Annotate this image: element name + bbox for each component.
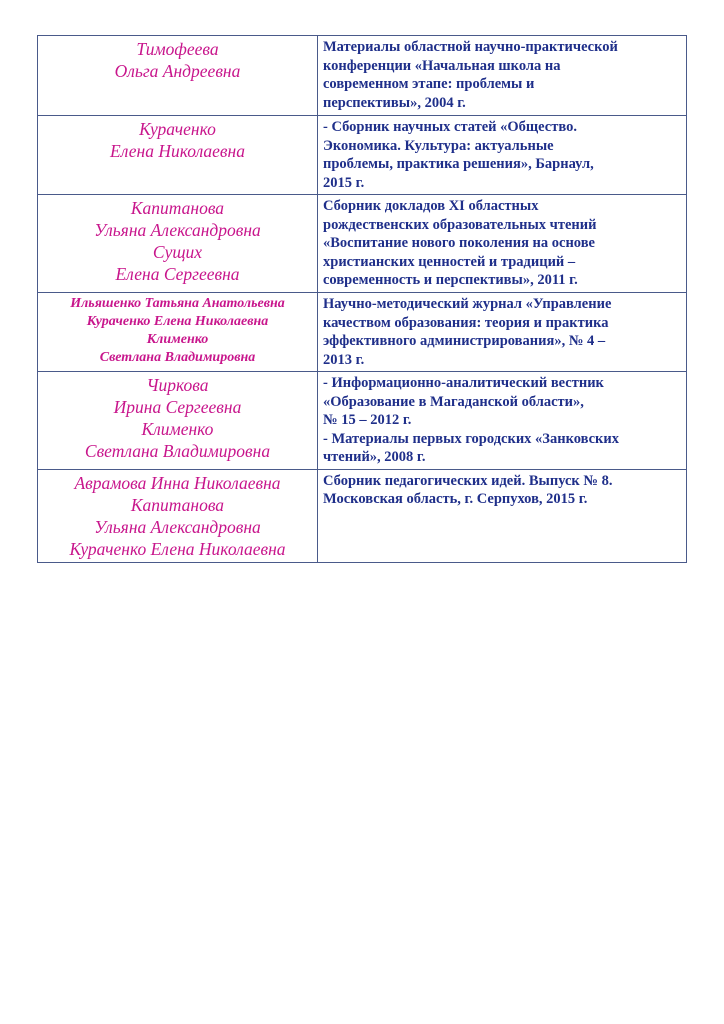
authors-cell bbox=[38, 372, 318, 470]
authors-cell bbox=[38, 469, 318, 562]
publication-line: - Материалы первых городских «Занковских bbox=[323, 430, 620, 447]
author-name: Елена Николаевна bbox=[110, 141, 245, 161]
publication-line: «Воспитание нового поколения на основе bbox=[323, 235, 595, 251]
publication-line: современном этапе: проблемы и bbox=[323, 76, 535, 92]
publication-cell bbox=[318, 116, 687, 195]
author-name: Ульяна Александровна bbox=[94, 220, 261, 240]
publication-line: Сборник педагогических идей. Выпуск № 8. bbox=[323, 472, 613, 489]
publication-line: современность и перспективы», 2011 г. bbox=[323, 272, 578, 288]
publication-line: «Образование в Магаданской области», bbox=[323, 393, 584, 410]
author-name: Кураченко Елена Николаевна bbox=[69, 538, 286, 559]
publication-line: эффективного администрирования», № 4 – bbox=[323, 333, 606, 349]
author-name: Клименко bbox=[141, 419, 214, 439]
author-name: Кураченко Елена Николаевна bbox=[86, 314, 269, 329]
author-name: Капитанова bbox=[130, 494, 225, 515]
table-row bbox=[38, 36, 687, 116]
author-name: Сущих bbox=[152, 242, 203, 262]
publication-line: Сборник докладов XI областных bbox=[323, 198, 539, 214]
publication-line: рождественских образовательных чтений bbox=[323, 216, 597, 233]
author-name: Аврамова Инна Николаевна bbox=[74, 472, 281, 493]
publication-line: 2013 г. bbox=[323, 351, 365, 368]
table-row bbox=[38, 372, 687, 470]
author-name: Кураченко bbox=[139, 119, 216, 139]
publication-line: Материалы областной научно-практической bbox=[323, 39, 618, 55]
publication-line: перспективы», 2004 г. bbox=[323, 94, 466, 111]
publication-cell bbox=[318, 372, 687, 470]
publication-cell bbox=[318, 36, 687, 116]
publication-cell bbox=[318, 293, 687, 372]
publication-line: конференции «Начальная школа на bbox=[323, 57, 561, 74]
author-name: Елена Сергеевна bbox=[115, 264, 240, 284]
table-row bbox=[38, 116, 687, 195]
publication-cell bbox=[318, 195, 687, 293]
author-name: Тимофеева bbox=[136, 39, 219, 59]
table-row bbox=[38, 195, 687, 293]
publication-line: качеством образования: теория и практика bbox=[323, 314, 609, 331]
publication-line: - Сборник научных статей «Общество. bbox=[323, 119, 577, 135]
publication-line: Экономика. Культура: актуальные bbox=[323, 137, 554, 154]
authors-cell bbox=[38, 36, 318, 116]
publications-table bbox=[37, 35, 687, 563]
author-name: Ольга Андреевна bbox=[114, 61, 241, 81]
table-row bbox=[38, 469, 687, 562]
publication-line: - Информационно-аналитический вестник bbox=[323, 375, 604, 391]
publication-cell bbox=[318, 469, 687, 562]
authors-cell bbox=[38, 293, 318, 372]
publication-line: чтений», 2008 г. bbox=[323, 449, 426, 465]
author-name: Ульяна Александровна bbox=[94, 516, 261, 537]
publication-line: Научно-методический журнал «Управление bbox=[323, 296, 612, 312]
author-name: Светлана Владимировна bbox=[84, 441, 271, 461]
publication-line: № 15 – 2012 г. bbox=[323, 412, 412, 428]
authors-cell bbox=[38, 195, 318, 293]
table-row bbox=[38, 293, 687, 372]
publication-line: христианских ценностей и традиций – bbox=[323, 253, 576, 270]
author-name: Капитанова bbox=[130, 198, 225, 218]
author-name: Ирина Сергеевна bbox=[113, 397, 242, 417]
publication-line: 2015 г. bbox=[323, 174, 365, 191]
author-name: Чиркова bbox=[146, 375, 209, 395]
author-name: Ильяшенко Татьяна Анатольевна bbox=[70, 296, 285, 311]
authors-cell bbox=[38, 116, 318, 195]
publication-line: проблемы, практика решения», Барнаул, bbox=[323, 156, 594, 172]
author-name: Клименко bbox=[146, 332, 209, 347]
author-name: Светлана Владимировна bbox=[99, 350, 256, 365]
publication-line: Московская область, г. Серпухов, 2015 г. bbox=[323, 491, 588, 507]
